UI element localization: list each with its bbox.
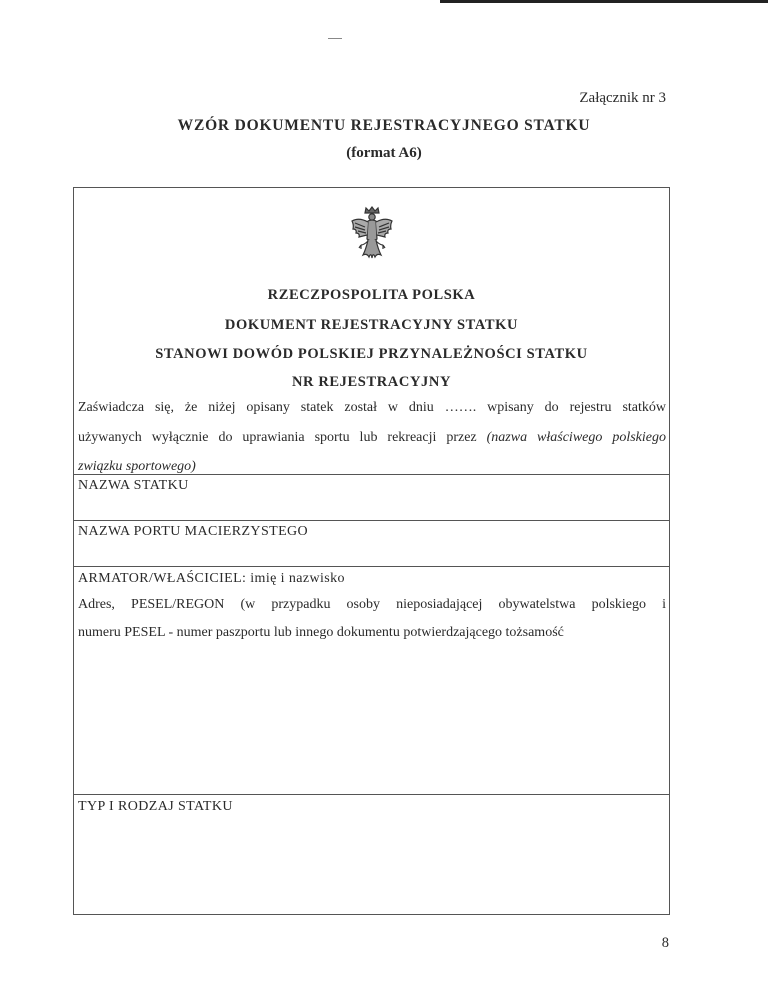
certification-line-2 — [78, 430, 666, 446]
owner-details-line-2: numeru PESEL - numer paszportu lub innego dokumentu potwierdzającego tożsamość — [78, 625, 564, 640]
header-registration-number: NR REJESTRACYJNY — [291, 374, 452, 390]
field-divider — [73, 520, 670, 521]
certification-line-2-text: używanych wyłącznie do uprawiania sportu lub rekreacji przez — [78, 430, 487, 445]
owner-label — [78, 571, 345, 587]
page-number: 8 — [661, 935, 669, 951]
scan-top-edge-rule — [440, 0, 768, 3]
header-republic: RZECZPOSPOLITA POLSKA — [267, 287, 476, 303]
home-port-label: NAZWA PORTU MACIERZYSTEGO — [78, 524, 309, 539]
header-nationality-proof: STANOWI DOWÓD POLSKIEJ PRZYNALEŻNOŚCI STATKU — [155, 346, 588, 362]
certification-line-2-italic: (nazwa właściwego polskiego — [486, 430, 667, 445]
owner-label-caps: ARMATOR/WŁAŚCICIEL: — [78, 571, 247, 586]
field-divider — [73, 794, 670, 795]
owner-details-line-1: Adres, PESEL/REGON (w przypadku osoby nieposiadającej obywatelstwa polskiego i — [78, 597, 666, 612]
owner-label-name: imię i nazwisko — [246, 571, 345, 586]
field-divider — [73, 566, 670, 567]
document-title: WZÓR DOKUMENTU REJESTRACYJNEGO STATKU — [177, 117, 591, 134]
field-divider — [73, 474, 670, 475]
header-document-name: DOKUMENT REJESTRACYJNY STATKU — [224, 317, 519, 333]
document-subtitle: (format A6) — [346, 145, 422, 161]
certification-line-3: związku sportowego) — [78, 459, 196, 474]
polish-eagle-icon — [349, 205, 395, 263]
ship-name-label: NAZWA STATKU — [78, 478, 189, 493]
annex-label: Załącznik nr 3 — [579, 90, 666, 106]
scan-speck — [328, 38, 342, 39]
certification-line-1: Zaświadcza się, że niżej opisany statek został w dniu ……. wpisany do rejestru statków — [78, 400, 666, 415]
ship-type-label: TYP I RODZAJ STATKU — [78, 799, 233, 814]
